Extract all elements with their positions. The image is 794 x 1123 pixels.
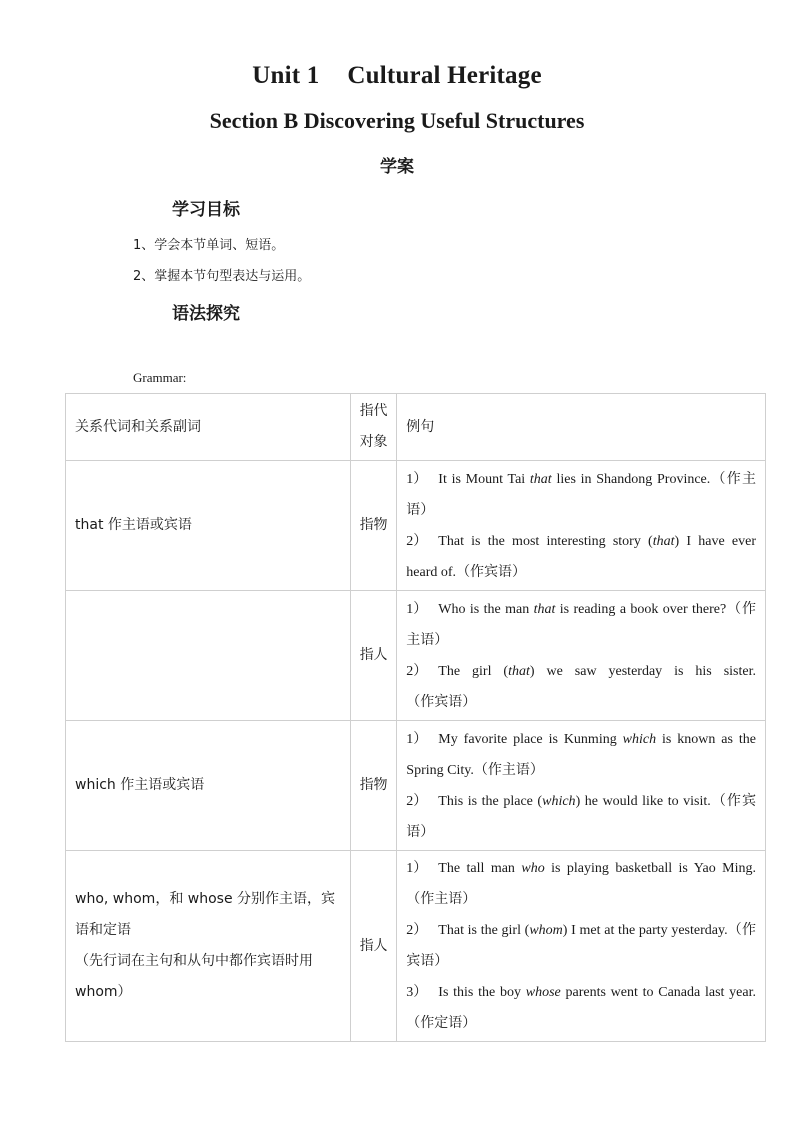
- category-cell: that 作主语或宾语: [66, 461, 351, 591]
- table-row: [66, 461, 766, 591]
- target-cell: 指人: [350, 851, 396, 1042]
- examples-cell: [397, 591, 766, 721]
- examples-cell: [397, 721, 766, 851]
- example-sentence: 1） It is Mount Tai that lies in Shandong Province.（作主语）: [406, 470, 757, 518]
- example-sentence: 2） That is the girl (whom) I met at the party yesterday.（作宾语）: [406, 922, 756, 969]
- table-row: [66, 851, 766, 1042]
- examples-cell: [397, 851, 766, 1042]
- table-row: [66, 721, 766, 851]
- grammar-heading: 语法探究: [172, 304, 240, 324]
- section-title: Section B Discovering Useful Structures: [209, 108, 585, 133]
- category-cell: [66, 591, 351, 721]
- example-sentence: 2） This is the place (which) he would like to visit.（作宾语）: [406, 792, 757, 840]
- target-cell: 指人: [350, 591, 396, 721]
- table-row: [66, 591, 766, 721]
- table-header-row: [66, 394, 766, 461]
- doc-type-label: 学案: [380, 157, 414, 177]
- header-cell-type: 关系代词和关系副词: [66, 394, 351, 461]
- category-cell: [66, 851, 351, 1042]
- header-cell-target: 指代对象: [350, 394, 396, 461]
- grammar-label: Grammar:: [133, 370, 187, 385]
- objective-item: 1、学会本节单词、短语。: [133, 238, 285, 253]
- example-sentence: 1） Who is the man that is reading a book over there?（作主语）: [406, 600, 756, 648]
- examples-cell: [397, 461, 766, 591]
- document-title: [0, 62, 794, 90]
- objectives-heading: 学习目标: [172, 200, 240, 220]
- example-sentence: 2） That is the most interesting story (that) I have ever heard of.（作宾语）: [406, 533, 756, 580]
- category-text: who, whom，和 whose 分别作主语，宾语和定语: [75, 891, 336, 938]
- objective-item: 2、掌握本节句型表达与运用。: [133, 269, 311, 284]
- unit-title: Cultural Heritage: [347, 62, 542, 89]
- example-sentence: 1） My favorite place is Kunming which is known as the Spring City.（作主语）: [406, 731, 756, 778]
- example-sentence: 1） The tall man who is playing basketball is Yao Ming.（作主语）: [406, 861, 756, 907]
- grammar-table: [65, 393, 766, 1042]
- target-cell: 指物: [350, 461, 396, 591]
- category-cell: which 作主语或宾语: [66, 721, 351, 851]
- example-sentence: 3） Is this the boy whose parents went to Canada last year.（作定语）: [406, 985, 756, 1031]
- target-cell: 指物: [350, 721, 396, 851]
- header-cell-examples: 例句: [397, 394, 766, 461]
- category-note: （先行词在主句和从句中都作宾语时用 whom）: [75, 953, 313, 1000]
- example-sentence: 2） The girl (that) we saw yesterday is his sister.（作宾语）: [406, 663, 756, 710]
- unit-number: Unit 1: [252, 62, 320, 89]
